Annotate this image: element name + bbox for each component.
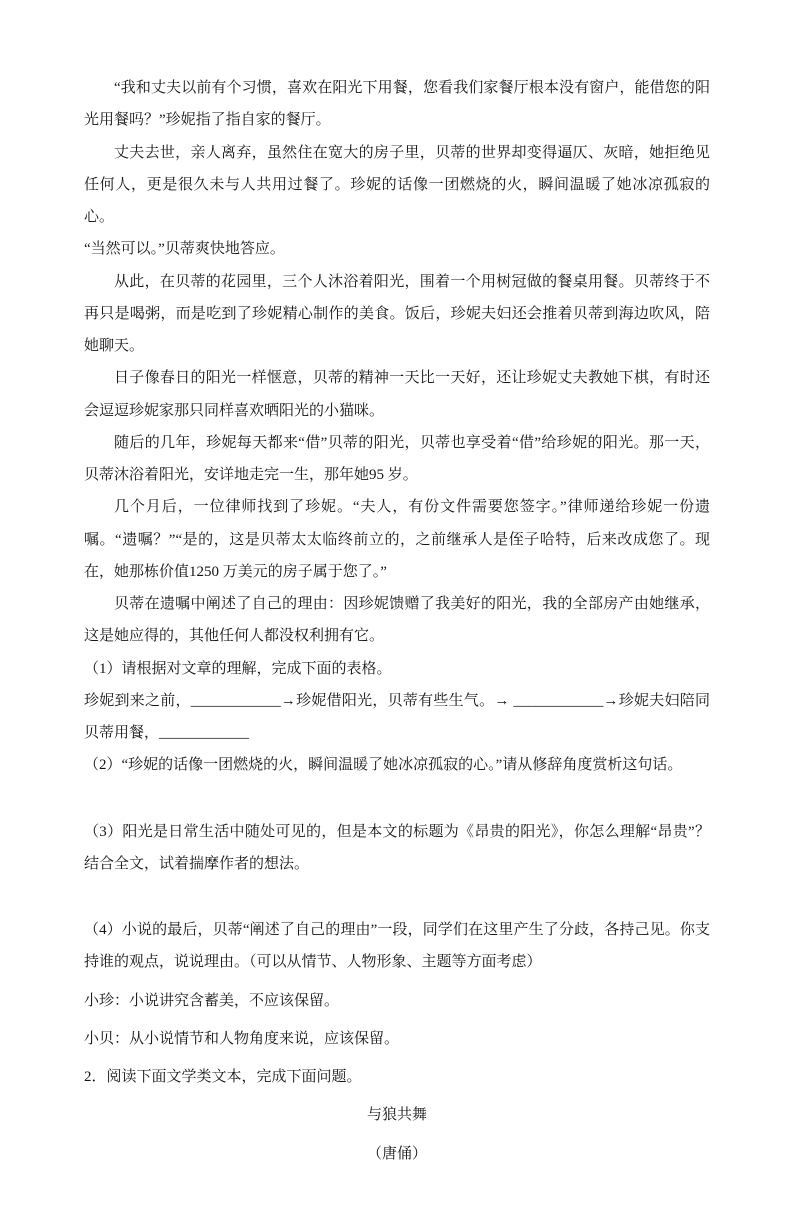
story-title: 与狼共舞 [366, 1107, 427, 1124]
question-1-flowchart-blanks: 珍妮到来之前，____________→珍妮借阳光，贝蒂有些生气。→ ____________→珍妮夫妇陪同贝蒂用餐，____________ [84, 692, 710, 741]
paragraph-dialog-janie-request: “我和丈夫以前有个习惯，喜欢在阳光下用餐，您看我们家餐厅根本没有窗户，能借您的阳光用餐吗？”珍妮指了指自家的餐厅。 [84, 80, 710, 129]
question-3: （3）阳光是日常生活中随处可见的，但是本文的标题为《昂贵的阳光》，你怎么理解“昂贵”？结合全文，试着揣摩作者的想法。 [84, 823, 710, 872]
paragraph-dialog-betty-agree: “当然可以。”贝蒂爽快地答应。 [84, 241, 285, 258]
question-2: （2）“珍妮的话像一团燃烧的火，瞬间温暖了她冰凉孤寂的心。”请从修辞角度赏析这句话。 [84, 757, 683, 774]
opinion-xiaobei: 小贝：从小说情节和人物角度来说，应该保留。 [84, 1030, 400, 1047]
paragraph-will-reason: 贝蒂在遗嘱中阐述了自己的理由：因珍妮馈赠了我美好的阳光，我的全部房产由她继承，这是她应得的，其他任何人都没权利拥有它。 [84, 596, 710, 645]
opinion-xiaozhen: 小珍：小说讲究含蓄美，不应该保留。 [84, 992, 340, 1009]
question-1: （1）请根据对文章的理解，完成下面的表格。 [84, 660, 392, 677]
paragraph-lawyer-will: 几个月后，一位律师找到了珍妮。“夫人，有份文件需要您签字。”律师递给珍妮一份遗嘱。“遗嘱？”“是的，这是贝蒂太太临终前立的，之前继承人是侄子哈特，后来改成您了。现在，她那栋价值1250 万美元的房子属于您了。” [84, 499, 710, 580]
section-2-instruction: 2．阅读下面文学类文本，完成下面问题。 [84, 1069, 362, 1085]
question-4: （4）小说的最后，贝蒂“阐述了自己的理由”一段，同学们在这里产生了分歧，各持己见。你支持谁的观点，说说理由。（可以从情节、人物形象、主题等方面考虑） [84, 922, 710, 971]
story-author: （唐俑） [366, 1145, 427, 1162]
paragraph-years-later: 随后的几年，珍妮每天都来“借”贝蒂的阳光，贝蒂也享受着“借”给珍妮的阳光。那一天，贝蒂沐浴着阳光，安详地走完一生，那年她95 岁。 [84, 434, 710, 483]
paragraph-betty-improves: 日子像春日的阳光一样惬意，贝蒂的精神一天比一天好，还让珍妮丈夫教她下棋，有时还会逗逗珍妮家那只同样喜欢晒阳光的小猫咪。 [84, 370, 710, 419]
paragraph-garden-meals: 从此，在贝蒂的花园里，三个人沐浴着阳光，围着一个用树冠做的餐桌用餐。贝蒂终于不再只是喝粥，而是吃到了珍妮精心制作的美食。饭后，珍妮夫妇还会推着贝蒂到海边吹风，陪她聊天。 [84, 273, 710, 354]
paragraph-betty-background: 丈夫去世，亲人离弃，虽然住在宽大的房子里，贝蒂的世界却变得逼仄、灰暗，她拒绝见任何人，更是很久未与人共用过餐了。珍妮的话像一团燃烧的火，瞬间温暖了她冰凉孤寂的心。 [84, 144, 710, 225]
